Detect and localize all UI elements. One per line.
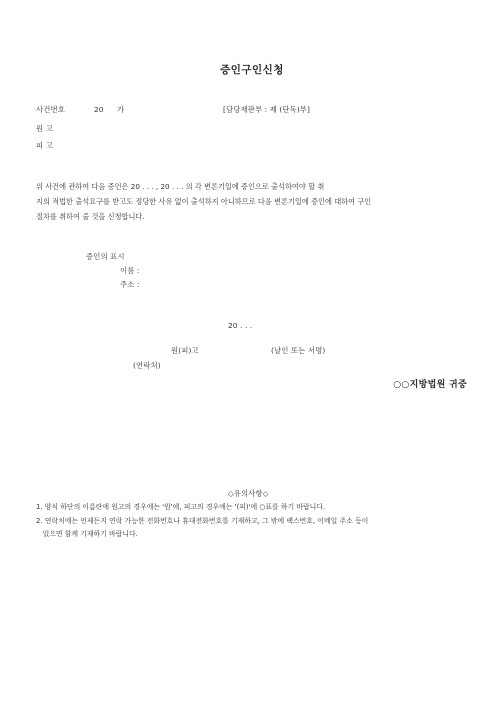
- plaintiff-label: 원 고: [36, 124, 53, 133]
- date-line: 20 . . .: [228, 321, 253, 330]
- department-field: [담당재판부 : 제 (단독)부]: [223, 105, 311, 114]
- document-title: 증인구인신청: [220, 64, 284, 76]
- contact-label: (연락처): [133, 361, 161, 370]
- body-line-1: 위 사건에 관하여 다음 증인은 20 . . . , 20 . . . 의 각 변론기일에 증인으로 출석하여야 할 취: [36, 182, 325, 191]
- body-line-3: 절차를 취하여 줄 것을 신청합니다.: [36, 212, 145, 221]
- witness-heading: 증인의 표시: [86, 252, 125, 261]
- witness-address-label: 주소 :: [120, 280, 140, 289]
- applicant-label: 원(피)고: [171, 346, 199, 355]
- body-line-2: 지의 적법한 출석요구를 받고도 정당한 사유 없이 출석하지 아니하므로 다음 변론기일에 증인에 대하여 구인: [36, 197, 372, 206]
- defendant-label: 피 고: [36, 141, 53, 150]
- court-addressee: ○○지방법원 귀중: [393, 380, 467, 390]
- notes-heading: ◇유의사항◇: [228, 489, 269, 498]
- signature-label: (날인 또는 서명): [271, 346, 326, 355]
- case-number-label: 사건번호: [36, 105, 65, 114]
- note-item-2: 2. 연락처에는 언제든지 연락 가능한 전화번호나 휴대전화번호를 기재하고, 그 밖에 팩스번호, 이메일 주소 등이: [36, 517, 369, 525]
- note-item-1: 1. 양식 하단의 이름란에 원고의 경우에는 '원'에, 피고의 경우에는 '(피)'에 ○표를 하기 바랍니다.: [36, 503, 326, 511]
- witness-name-label: 이름 :: [120, 266, 140, 275]
- note-item-2-cont: 있으면 함께 기재하기 바랍니다.: [36, 530, 138, 538]
- case-number-type: 가: [117, 105, 125, 114]
- case-number-year: 20: [94, 105, 104, 114]
